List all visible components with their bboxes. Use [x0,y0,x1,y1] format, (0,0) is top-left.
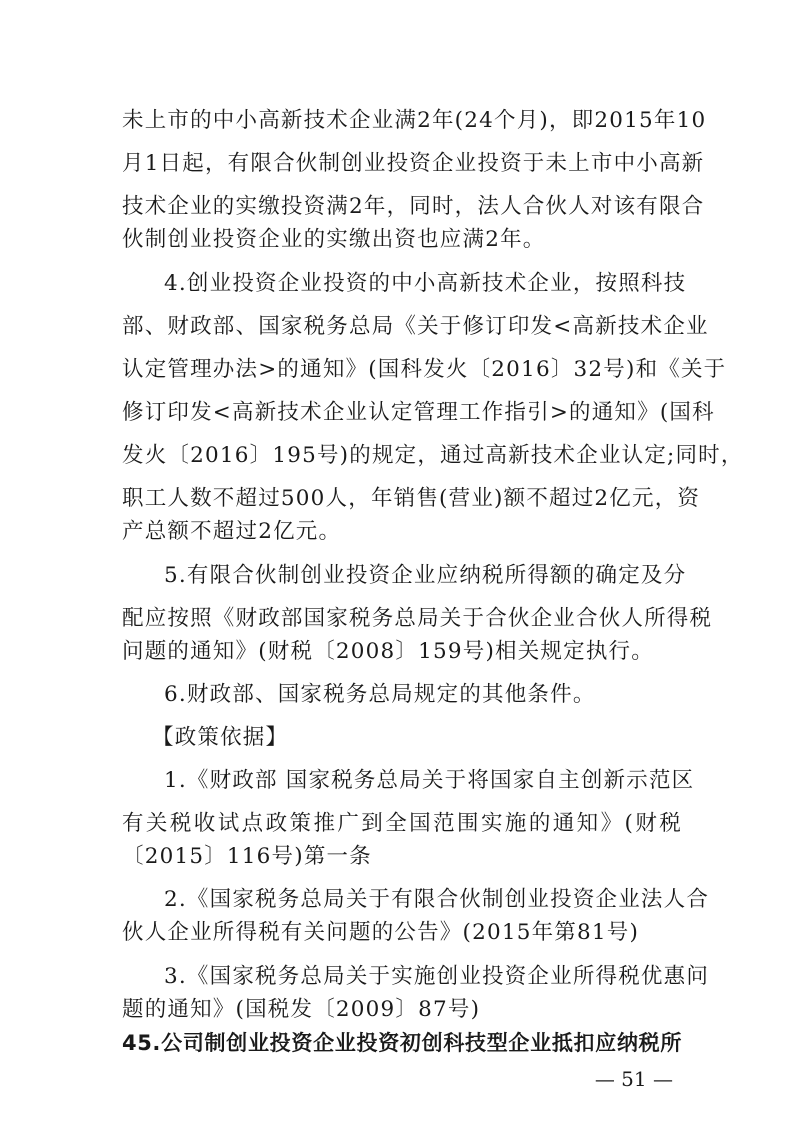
text-line: 〔2015〕116号)第一条 [122,844,372,869]
text-line: 未上市的中小高新技术企业满2年(24个月)，即2015年10 [122,108,707,133]
text-line: 1.《财政部 国家税务总局关于将国家自主创新示范区 [164,768,695,793]
text-line: 产总额不超过2亿元。 [122,519,342,544]
text-line: 认定管理办法>的通知》(国科发火〔2016〕32号)和《关于 [122,357,727,382]
text-line: 6.财政部、国家税务总局规定的其他条件。 [164,682,596,707]
text-line: 月1日起，有限合伙制创业投资企业投资于未上市中小高新 [122,151,705,176]
text-line: 问题的通知》(财税〔2008〕159号)相关规定执行。 [122,639,654,664]
text-line: 4.创业投资企业投资的中小高新技术企业，按照科技 [164,271,687,296]
text-line: 5.有限合伙制创业投资企业应纳税所得额的确定及分 [164,563,687,588]
text-line: 修订印发<高新技术企业认定管理工作指引>的通知》(国科 [122,400,715,425]
text-line: 2.《国家税务总局关于有限合伙制创业投资企业法人合 [164,887,710,912]
text-line: 配应按照《财政部国家税务总局关于合伙企业合伙人所得税 [122,606,713,631]
text-line: 题的通知》(国税发〔2009〕87号) [122,997,481,1022]
text-line: 发火〔2016〕195号)的规定，通过高新技术企业认定;同时， [122,443,744,468]
text-line: 伙制创业投资企业的实缴出资也应满2年。 [122,227,546,252]
text-line: 伙人企业所得税有关问题的公告》(2015年第81号) [122,920,640,945]
text-line: 有关税收试点政策推广到全国范围实施的通知》(财税 [122,811,682,836]
page-number: — 51 — [594,1067,673,1091]
text-line: 3.《国家税务总局关于实施创业投资企业所得税优惠问 [164,964,710,989]
text-line: 技术企业的实缴投资满2年，同时，法人合伙人对该有限合 [122,194,705,219]
text-line: 部、财政部、国家税务总局《关于修订印发<高新技术企业 [122,314,709,339]
text-line: 职工人数不超过500人，年销售(营业)额不超过2亿元，资 [122,486,701,511]
section-label: 【政策依据】 [152,725,289,750]
section-heading: 45.公司制创业投资企业投资初创科技型企业抵扣应纳税所 [122,1031,682,1055]
